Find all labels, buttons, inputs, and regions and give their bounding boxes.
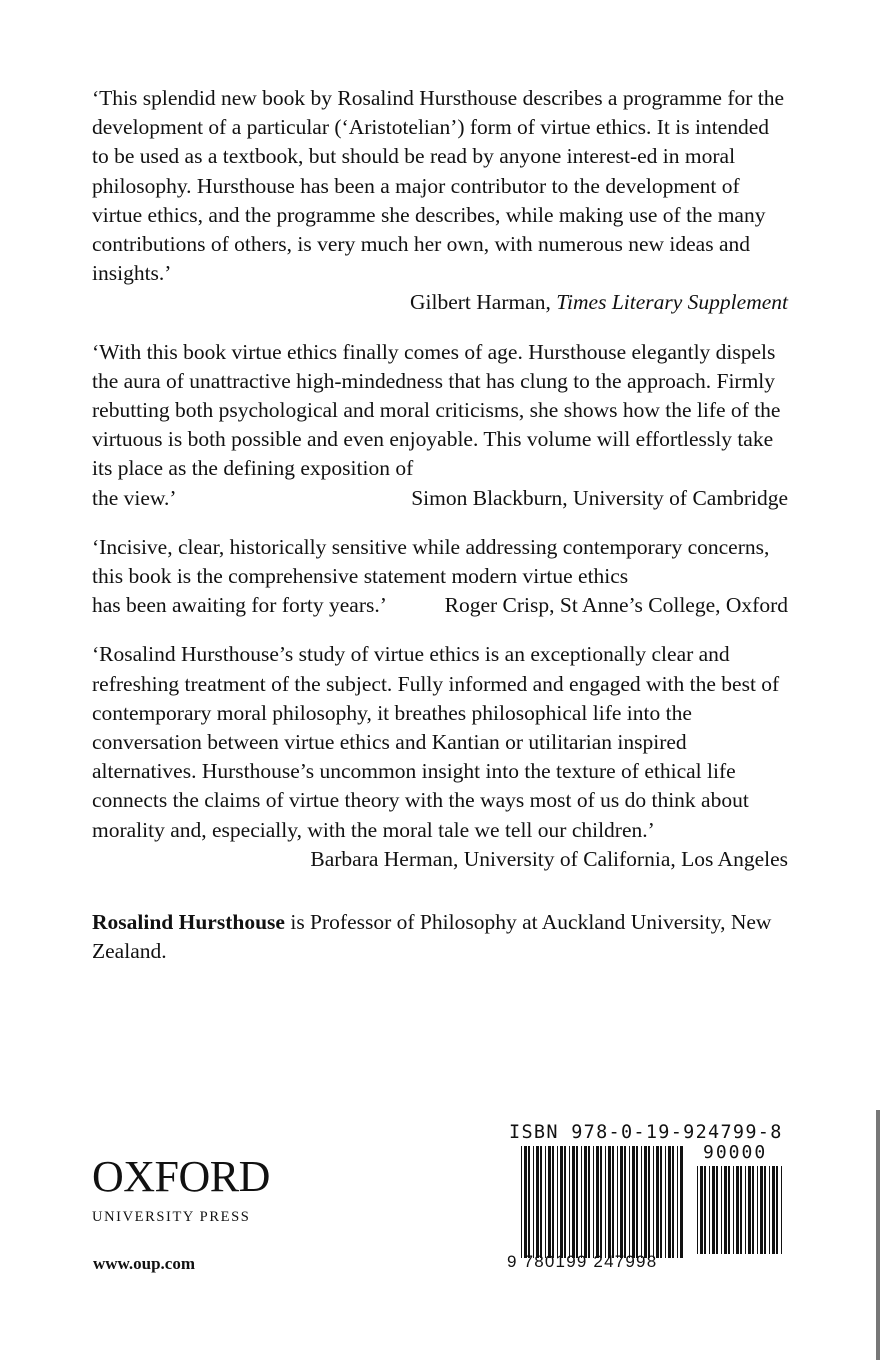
barcode-bar [584,1146,587,1258]
review-herman [92,640,788,874]
barcode-bar [712,1166,715,1254]
barcode-bar [781,1166,782,1254]
barcode-bar [700,1166,703,1254]
barcode-bar [545,1146,546,1258]
barcode-bar [716,1166,718,1254]
barcode-bar [740,1166,742,1254]
barcode-bar [572,1146,575,1258]
barcode [505,1118,790,1278]
barcode-bar [764,1166,766,1254]
barcode-bar [757,1166,758,1254]
barcode-bar [736,1166,739,1254]
review-author: Roger Crisp, St Anne’s College, Oxford [444,593,788,618]
barcode-bar [644,1146,647,1258]
barcode-bar [540,1146,542,1258]
barcode-bar [704,1166,706,1254]
barcode-bar [600,1146,602,1258]
review-author: Barbara Herman, University of California, Los Angeles [310,846,788,871]
author-bio [92,908,788,966]
edge-strip [876,1110,880,1360]
barcode-bar [620,1146,623,1258]
review-source: Times Literary Supplement [556,290,788,315]
barcode-bar [760,1166,763,1254]
barcode-bar [548,1146,551,1258]
barcode-bar [617,1146,618,1258]
publisher-name: OXFORD [92,1152,270,1201]
barcode-bar [593,1146,594,1258]
barcode-bar [612,1146,614,1258]
review-text-end: the view.’ [92,485,177,510]
barcode-bar [564,1146,566,1258]
isbn-label: ISBN 978-0-19-924799-8 [509,1122,783,1143]
barcode-bar [641,1146,642,1258]
review-text: ‘With this book virtue ethics finally comes of age. Hursthouse elegantly dispels the aura of unattractive high-mindedness that has clung to the approach. Firmly rebutting both psychological and moral criticisms, she shows how the life of the virtuous is both possible and even enjoyable. This volume will effortlessly take its place as the defining exposition of [92,339,781,481]
barcode-bar [560,1146,563,1258]
barcode-bar [721,1166,722,1254]
barcode-bar [536,1146,539,1258]
barcode-bar [581,1146,582,1258]
review-text: ‘Rosalind Hursthouse’s study of virtue ethics is an exceptionally clear and refreshing treatment of the subject. Fully informed and engaged with the best of contemporary moral philosophy, it breathes philosophical life into the conversation between virtue ethics and Kantian or utilitarian inspired alternatives. Hursthouse’s uncommon insight into the texture of ethical life connects the claims of virtue theory with the ways most of us do think about morality and, especially, with the moral tale we tell our children.’ [92,642,780,842]
review-crisp [92,533,788,621]
barcode-bar [680,1146,683,1258]
barcode-bar [552,1146,554,1258]
barcode-bar [528,1146,530,1258]
barcode-bar [748,1166,751,1254]
review-column [92,84,788,966]
barcode-bar [660,1146,662,1258]
barcode-bar [521,1146,522,1258]
barcode-bar [588,1146,590,1258]
review-text: ‘This splendid new book by Rosalind Hursthouse describes a programme for the development of a particular (‘Aristotelian’) form of virtue ethics. It is intended to be used as a textbook, but should be read by anyone interest-ed in moral philosophy. Hursthouse has been a major contributor to the development of virtue ethics, and the programme she describes, while making use of the many contributions of others, is very much her own, with numerous new ideas and insights.’ [92,86,785,286]
barcode-bar [576,1146,578,1258]
barcode-bar [665,1146,666,1258]
barcode-bar [672,1146,674,1258]
barcode-bar [745,1166,746,1254]
review-author: Simon Blackburn, University of Cambridge [411,485,788,510]
barcode-bar [677,1146,678,1258]
review-blackburn [92,338,788,513]
barcode-bar [653,1146,654,1258]
barcode-bar [733,1166,734,1254]
review-text: ‘Incisive, clear, historically sensitive while addressing contemporary concerns, this book is the comprehensive statement modern virtue ethics [92,534,770,589]
barcode-bar [629,1146,630,1258]
barcode-bar [636,1146,638,1258]
review-author: Gilbert Harman, [410,290,557,315]
author-name: Rosalind Hursthouse [92,910,285,935]
publisher-logo [92,1152,312,1226]
barcode-bar [769,1166,770,1254]
barcode-bar [524,1146,527,1258]
barcode-bar [608,1146,611,1258]
barcode-bar [632,1146,635,1258]
publisher-subtitle: UNIVERSITY PRESS [92,1209,251,1225]
barcode-digits: 9 780199 247998 [507,1252,658,1271]
barcode-bar [656,1146,659,1258]
barcode-bar [776,1166,778,1254]
review-attribution [92,288,788,317]
barcode-bar [668,1146,671,1258]
barcode-bar [533,1146,534,1258]
barcode-bar [596,1146,599,1258]
review-last-line [92,591,788,620]
review-harman [92,84,788,318]
review-text-end: has been awaiting for forty years.’ [92,593,387,618]
barcode-bar [709,1166,710,1254]
review-last-line [92,484,788,513]
barcode-bar [569,1146,570,1258]
barcode-bar [772,1166,775,1254]
barcode-bar [728,1166,730,1254]
publisher-url[interactable]: www.oup.com [93,1254,196,1273]
barcode-bar [624,1146,626,1258]
barcode-bar [724,1166,727,1254]
barcode-bar [648,1146,650,1258]
price-code: 90000 [703,1142,768,1163]
author-bio-text: is Professor of Philosophy at Auckland University, New Zealand. [92,910,772,964]
barcode-bar [605,1146,606,1258]
barcode-bar [752,1166,754,1254]
barcode-bar [557,1146,558,1258]
barcode-bar [697,1166,698,1254]
